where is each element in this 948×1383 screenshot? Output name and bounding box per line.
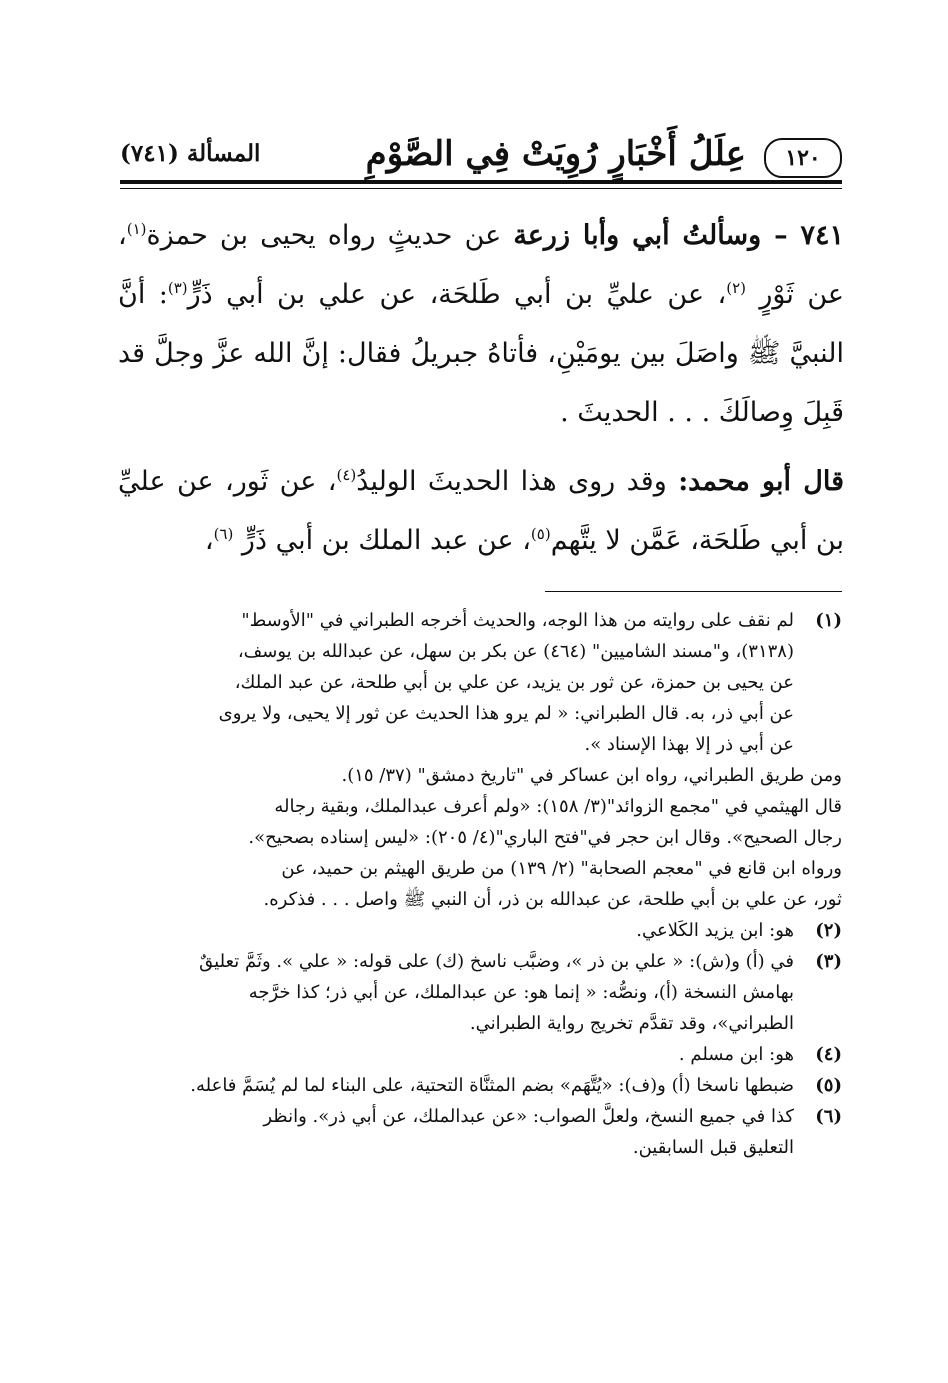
text-run: عن حديثٍ رواه يحيى بن حمزة (146, 220, 514, 251)
footnote-ref: (٣) (167, 279, 188, 297)
footnote-separator (545, 591, 842, 592)
footnote-ref: (٤) (336, 466, 357, 484)
answer-lead: قال أبو محمد: (678, 466, 845, 497)
question-lead: ٧٤١ – وسألتُ أبي وأبا زرعة (513, 220, 845, 251)
footnote-4 (118, 1039, 842, 1070)
issue-label: المسألة (٧٤١) (120, 140, 261, 167)
footnote-ref: (٥) (530, 525, 551, 543)
footnote-3 (118, 946, 842, 1039)
footnote-6 (118, 1101, 842, 1163)
footnote-number: (١) (815, 610, 842, 631)
text-run: وقد روى هذا الحديثَ الوليدُ (356, 466, 679, 497)
footnote-ref: (٢) (726, 279, 746, 297)
footnote-number: (٣) (815, 951, 842, 972)
text-run: ، عن عليِّ بن أبي طَلحَة، عن علي بن أبي ذَرٍّ (187, 279, 727, 310)
main-text (118, 206, 844, 570)
footnote-line: رجال الصحيح». وقال ابن حجر في"فتح الباري"(٤/ ٢٠٥): «ليس إسناده بصحيح». (248, 827, 842, 848)
footnote-number: (٤) (815, 1044, 842, 1065)
question-paragraph (118, 206, 844, 442)
footnote-line: لم نقف على روايته من هذا الوجه، والحديث أخرجه الطبراني في "الأوسط" (241, 610, 794, 631)
footnote-number: (٢) (815, 920, 842, 941)
answer-paragraph (118, 452, 844, 570)
footnote-1 (118, 605, 842, 760)
footnote-line: ورواه ابن قانع في "معجم الصحابة" (٢/ ١٣٩) من طريق الهيثم بن حميد، عن (281, 858, 842, 879)
footnote-ref: (١) (126, 220, 147, 238)
footnote-line: قال الهيثمي في "مجمع الزوائد"(٣/ ١٥٨): «ولم أعرف عبدالملك، وبقية رجاله (274, 796, 842, 817)
footnote-line: بهامش النسخة (أ)، ونصُّه: « إنما هو: عن عبدالملك، عن أبي ذر؛ كذا خرَّجه (248, 982, 794, 1003)
footnote-number: (٦) (815, 1106, 842, 1127)
text-run: ، (204, 525, 214, 556)
footnotes (118, 605, 842, 1163)
footnote-2 (118, 915, 842, 946)
page-header (120, 130, 842, 180)
text-run: : أنَّ النبيَّ ﷺ واصَلَ بين يومَيْنِ، فأتاهُ جبريلُ فقال: إنَّ الله عزَّ وجلَّ قد قَبِلَ وِصالَكَ . . . الحديثَ . (118, 279, 844, 428)
footnote-ref: (٦) (213, 525, 234, 543)
footnote-1-continuation (118, 760, 842, 915)
page-number: ١٢٠ (764, 138, 842, 178)
footnote-line: في (أ) و(ش): « علي بن ذر »، وضبَّب ناسخ (ك) على قوله: « علي ». وثَمَّ تعليقٌ (199, 951, 794, 972)
running-title: عِلَلُ أَخْبَارٍ رُوِيَتْ فِي الصَّوْمِ (365, 134, 746, 174)
footnote-line: هو: ابن مسلم . (678, 1044, 794, 1065)
footnote-body (118, 1101, 794, 1163)
header-rule (120, 180, 842, 184)
footnote-line: ثور، عن علي بن أبي طلحة، عن عبدالله بن ذر، أن النبي ﷺ واصل . . . فذكره. (263, 889, 842, 910)
footnote-line: ومن طريق الطبراني، رواه ابن عساكر في "تاريخ دمشق" (٣٧/ ١٥). (341, 765, 842, 786)
text-run: ، عن عبد الملك بن أبي ذَرٍّ (233, 525, 531, 556)
header-rule-thin (120, 188, 842, 189)
footnote-line: هو: ابن يزيد الكَلاعي. (636, 920, 794, 941)
footnote-body (118, 605, 794, 760)
footnote-body (118, 915, 794, 946)
text-run: ، عن ثَوْرٍ (118, 220, 844, 310)
footnote-body (118, 1070, 794, 1101)
footnote-line: كذا في جميع النسخ، ولعلَّ الصواب: «عن عبدالملك، عن أبي ذر». وانظر (263, 1106, 794, 1127)
footnote-line: ضبطها ناسخا (أ) و(ف): «يُتَّهَم» بضم المثنَّاة التحتية، على البناء لما لم يُسَمَّ فاعله. (190, 1075, 794, 1096)
footnote-line: عن يحيى بن حمزة، عن ثور بن يزيد، عن علي بن أبي طلحة، عن عبد الملك، (234, 672, 794, 693)
footnote-line: عن أبي ذر إلا بهذا الإسناد ». (584, 734, 794, 755)
footnote-line: الطبراني»، وقد تقدَّم تخريج رواية الطبراني. (469, 1013, 794, 1034)
footnote-body (118, 946, 794, 1039)
text-run: ، عن ثَور، عن عليِّ بن أبي طَلحَة، عَمَّن لا يتَّهم (118, 466, 844, 556)
footnote-line: (٣١٣٨)، و"مسند الشاميين" (٤٦٤) عن بكر بن سهل، عن عبدالله بن يوسف، (237, 641, 794, 662)
footnote-body (118, 1039, 794, 1070)
footnote-line: عن أبي ذر، به. قال الطبراني: « لم يرو هذا الحديث عن ثور إلا يحيى، ولا يروى (218, 703, 794, 724)
footnote-number: (٥) (815, 1075, 842, 1096)
footnote-5 (118, 1070, 842, 1101)
footnote-line: التعليق قبل السابقين. (632, 1137, 794, 1158)
